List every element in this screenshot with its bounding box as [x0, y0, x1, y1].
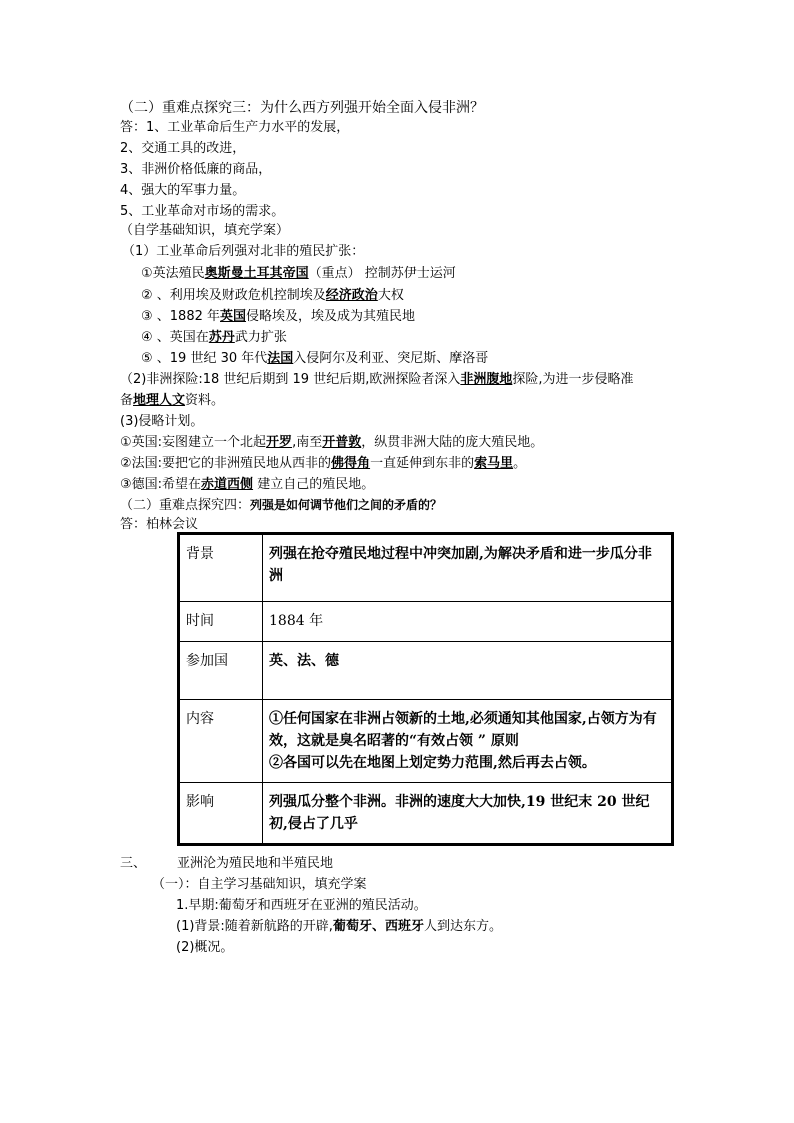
section-3-number: 三、: [120, 856, 147, 871]
list-item: 5、工业革命对市场的需求。: [120, 204, 285, 219]
list-item: [141, 350, 488, 368]
north-africa-title: （1）工业革命后列强对北非的殖民扩张：: [122, 244, 365, 259]
berlin-conference-table: [177, 532, 674, 846]
text: （2)非洲探险:18 世纪后期到 19 世纪后期,欧洲探险者深入: [120, 372, 461, 387]
heading-prefix: （二）重难点探究四：: [120, 498, 251, 513]
self-study-line: （一）：自主学习基础知识，填充学案: [152, 877, 367, 892]
table-row: [179, 602, 673, 642]
text: (1)背景:随着新航路的开辟,: [176, 919, 333, 934]
text: 建立自己的殖民地。: [253, 477, 375, 492]
heading-3: （二）重难点探究三：为什么西方列强开始全面入侵非洲？: [120, 100, 484, 116]
exploration-line: [120, 371, 634, 389]
list-item: [120, 455, 526, 473]
row-label: 时间: [179, 602, 263, 642]
text: （重点） 控制苏伊士运河: [308, 266, 456, 281]
text: 资料。: [185, 393, 225, 408]
heading-question: 列强是如何调节他们之间的矛盾的？: [250, 498, 443, 512]
row-label: 内容: [179, 700, 263, 783]
list-item: 3、非洲价格低廉的商品，: [120, 162, 272, 177]
answer-text: 开普敦: [322, 435, 362, 450]
text: 备: [120, 393, 134, 408]
text: 武力扩张: [234, 330, 287, 345]
text: ③德国:希望在: [120, 477, 202, 492]
list-item: [141, 287, 404, 305]
text: 一直延伸到东非的: [370, 456, 475, 471]
answer-text: 经济政治: [325, 288, 378, 303]
self-study-note: （自学基础知识，填充学案）: [120, 223, 290, 238]
list-item: [176, 918, 502, 936]
text: ⑤ 、19 世纪 30 年代: [141, 351, 268, 366]
list-item: [141, 265, 456, 283]
answer-text: 奥斯曼土耳其帝国: [204, 266, 309, 281]
row-value: 1884 年: [263, 602, 673, 642]
text: ①英法殖民: [141, 266, 205, 281]
row-value: 列强在抢夺殖民地过程中冲突加剧,为解决矛盾和进一步瓜分非洲: [263, 534, 673, 602]
list-item: 4、强大的军事力量。: [120, 183, 246, 198]
table-row: [179, 700, 673, 783]
row-label: 背景: [179, 534, 263, 602]
text: 人到达东方。: [423, 919, 502, 934]
row-label: 参加国: [179, 642, 263, 700]
content-line-1: ①任何国家在非洲占领新的土地,必须通知其他国家,占领方为有效，这就是臭名昭著的“有效占领 ” 原则: [269, 711, 657, 749]
answer-text: 苏丹: [208, 330, 235, 345]
invasion-plan-title: (3)侵略计划。: [120, 414, 204, 429]
heading-4: [120, 496, 442, 515]
answer-text: 赤道西侧: [201, 477, 254, 492]
text: 入侵阿尔及利亚、突尼斯、摩洛哥: [293, 351, 489, 366]
table-row: [179, 783, 673, 845]
text: ②法国:要把它的非洲殖民地从西非的: [120, 456, 332, 471]
list-item: [120, 476, 374, 494]
text: ② 、利用埃及财政危机控制埃及: [141, 288, 326, 303]
row-value: [263, 700, 673, 783]
answer-text: 地理人文: [133, 393, 186, 408]
text: ，纵贯非洲大陆的庞大殖民地。: [361, 435, 544, 450]
text: 。: [513, 456, 527, 471]
list-item: 1.早期:葡萄牙和西班牙在亚洲的殖民活动。: [176, 898, 427, 913]
answer-text: 法国: [267, 351, 294, 366]
answer-line: 答：1、工业革命后生产力水平的发展，: [120, 120, 350, 135]
text: 探险,为进一步侵略准: [512, 372, 634, 387]
table-row: [179, 642, 673, 700]
text: ③ 、1882 年: [141, 309, 221, 324]
section-3-title: 亚洲沦为殖民地和半殖民地: [177, 856, 334, 871]
answer-text: 佛得角: [331, 456, 371, 471]
table-row: [179, 534, 673, 602]
row-value: 英、法、德: [263, 642, 673, 700]
answer-text: 开罗: [266, 435, 293, 450]
text: ,南至: [292, 435, 323, 450]
answer-text: 葡萄牙、西班牙: [332, 919, 424, 934]
list-item: [141, 329, 287, 347]
list-item: [141, 308, 415, 326]
list-item: (2)概况。: [176, 940, 234, 955]
answer-line: 答：柏林会议: [120, 517, 199, 532]
answer-text: 英国: [220, 309, 247, 324]
row-label: 影响: [179, 783, 263, 845]
text: 大权: [377, 288, 404, 303]
text: ①英国:妄图建立一个北起: [120, 435, 267, 450]
text: ④ 、英国在: [141, 330, 209, 345]
answer-text: 索马里: [474, 456, 514, 471]
row-value: 列强瓜分整个非洲。非洲的速度大大加快,19 世纪末 20 世纪初,侵占了几乎: [263, 783, 673, 845]
exploration-line-2: [120, 392, 224, 410]
text: 侵略埃及，埃及成为其殖民地: [246, 309, 416, 324]
list-item: 2、交通工具的改进，: [120, 141, 246, 156]
answer-text: 非洲腹地: [460, 372, 513, 387]
list-item: [120, 434, 543, 452]
content-line-2: ②各国可以先在地图上划定势力范围,然后再去占领。: [269, 755, 596, 771]
